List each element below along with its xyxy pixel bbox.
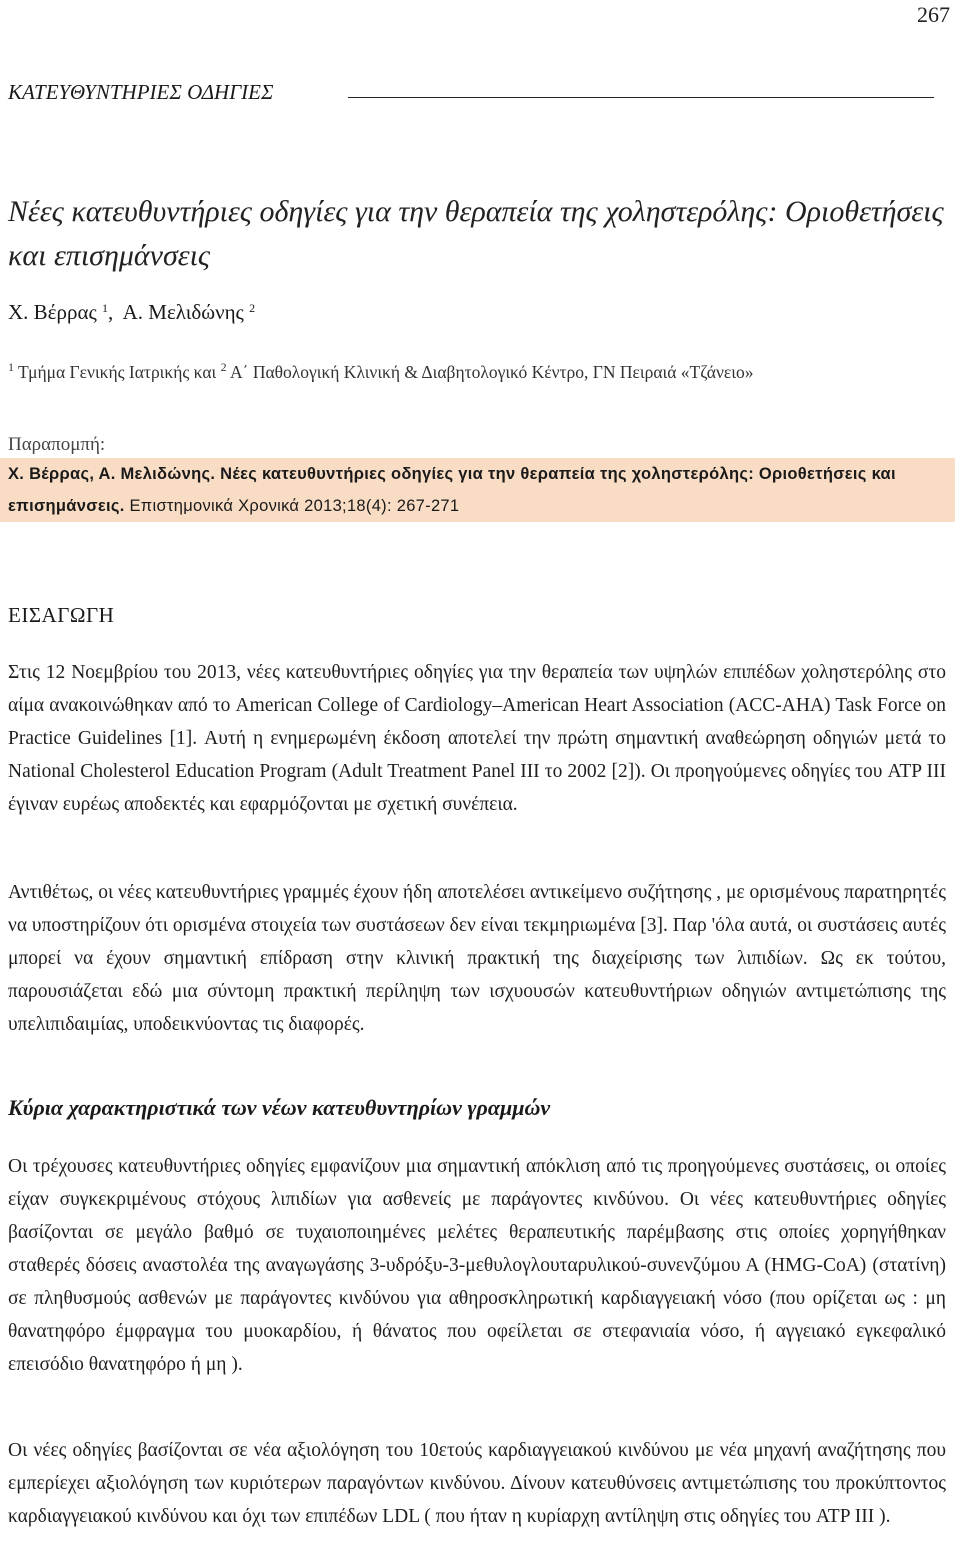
section-label: ΚΑΤΕΥΘΥΝΤΗΡΙΕΣ ΟΔΗΓΙΕΣ (8, 80, 274, 104)
paragraph: Οι νέες οδηγίες βασίζονται σε νέα αξιολόγηση του 10ετούς καρδιαγγειακού κινδύνου με νέα μηχανή αναζήτησης που εμπερίεχει αξιολόγηση των κυριότερων παραγόντων κινδύνου. Δίνουν κατευθύνσεις αντιμετώπισης του προκύπτοντος καρδιαγγειακού κινδύνου και όχι των επιπέδων LDL ( που ήταν η κυρίαρχη αντίληψη στις οδηγίες του ATP III ). (8, 1440, 946, 1527)
affiliation-text: Τμήμα Γενικής Ιατρικής και (14, 362, 221, 382)
citation-title: Νέες κατευθυντήριες οδηγίες για την θεραπεία της χοληστερόλης: Οριοθετήσεις και επισημάνσεις. (8, 465, 896, 515)
header-rule (348, 97, 934, 98)
citation-text (8, 458, 953, 522)
article-title: Νέες κατευθυντήριες οδηγίες για την θεραπεία της χοληστερόλης: Οριοθετήσεις και επισημάνσεις (8, 195, 944, 272)
author-name: Α. Μελιδώνης (122, 300, 244, 324)
affiliation-mark: 2 (220, 360, 227, 374)
affiliation-mark: 1 (102, 301, 109, 315)
affiliation-text: Α΄ Παθολογική Κλινική & Διαβητολογικό Κέντρο, ΓΝ Πειραιά «Τζάνειο» (226, 362, 754, 382)
features-heading: Κύρια χαρακτηριστικά των νέων κατευθυντηρίων γραμμών (8, 1095, 551, 1120)
author-list: Χ. Βέρρας $^1$, Α. Μελιδώνης $^2$ (8, 300, 256, 324)
citation-journal: Επιστημονικά Χρονικά 2013;18(4): 267-271 (124, 497, 460, 515)
page-number: 267 (917, 2, 950, 27)
citation-authors: Χ. Βέρρας, Α. Μελιδώνης. (8, 465, 221, 483)
paragraph: Αντιθέτως, οι νέες κατευθυντήριες γραμμές έχουν ήδη αποτελέσει αντικείμενο συζήτησης , με ορισμένους παρατηρητές να υποστηρίζουν ότι ορισμένα στοιχεία των συστάσεων δεν είναι τεκμηριωμένα [3]. Παρ 'όλα αυτά, οι συστάσεις αυτές μπορεί να έχουν σημαντική επίδραση στην κλινική πρακτική της διαχείρισης των λιπιδίων. Ως εκ τούτου, παρουσιάζεται εδώ μια σύντομη πρακτική περίληψη των ισχυουσών κατευθυντήριων οδηγιών αντιμετώπισης της υπελιπιδαιμίας, υποδεικνύοντας τις διαφορές. (8, 882, 946, 1035)
citation-box (0, 458, 950, 522)
affiliations (8, 360, 753, 383)
author-name: Χ. Βέρρας (8, 300, 97, 324)
section-header (8, 80, 934, 110)
affiliation-mark: 1 (8, 360, 14, 374)
paragraph: Στις 12 Νοεμβρίου του 2013, νέες κατευθυντήριες οδηγίες για την θεραπεία των υψηλών επιπέδων χοληστερόλης στο αίμα ανακοινώθηκαν από το American College of Cardiology–American Heart Association (ACC-AHA) Task Force on Practice Guidelines [1]. Αυτή η ενημερωμένη έκδοση αποτελεί την πρώτη σημαντική αναθεώρηση οδηγιών μετά το National Cholesterol Education Program (Adult Treatment Panel III το 2002 [2]). Οι προηγούμενες οδηγίες του ATP III έγιναν ευρέως αποδεκτές και εφαρμόζονται με σχετική συνέπεια. (8, 662, 946, 815)
affiliation-mark: 2 (249, 301, 256, 315)
citation-label: Παραπομπή: (8, 434, 106, 455)
intro-heading: ΕΙΣΑΓΩΓΗ (8, 603, 115, 627)
paragraph: Οι τρέχουσες κατευθυντήριες οδηγίες εμφανίζουν μια σημαντική απόκλιση από τις προηγούμενες συστάσεις, οι οποίες είχαν συγκεκριμένους στόχους λιπιδίων για ασθενείς με παράγοντες κινδύνου. Οι νέες κατευθυντήριες οδηγίες βασίζονται σε μεγάλο βαθμό σε τυχαιοποιημένες μελέτες θεραπευτικής παρέμβασης στις οποίες χορηγήθηκαν σταθερές δόσεις αναστολέα της αναγωγάσης 3-υδρόξυ-3-μεθυλογλουταρυλικού-συνενζύμου Α (HMG-CoA) (στατίνη) σε πληθυσμούς ασθενών με παράγοντες κινδύνου για αθηροσκληρωτική καρδιαγγειακή νόσο (που ορίζεται ως : μη θανατηφόρο έμφραγμα του μυοκαρδίου, ή θάνατος που οφείλεται σε στεφανιαία νόσο, ή αγγειακό εγκεφαλικό επεισόδιο θανατηφόρο ή μη ). (8, 1156, 946, 1375)
